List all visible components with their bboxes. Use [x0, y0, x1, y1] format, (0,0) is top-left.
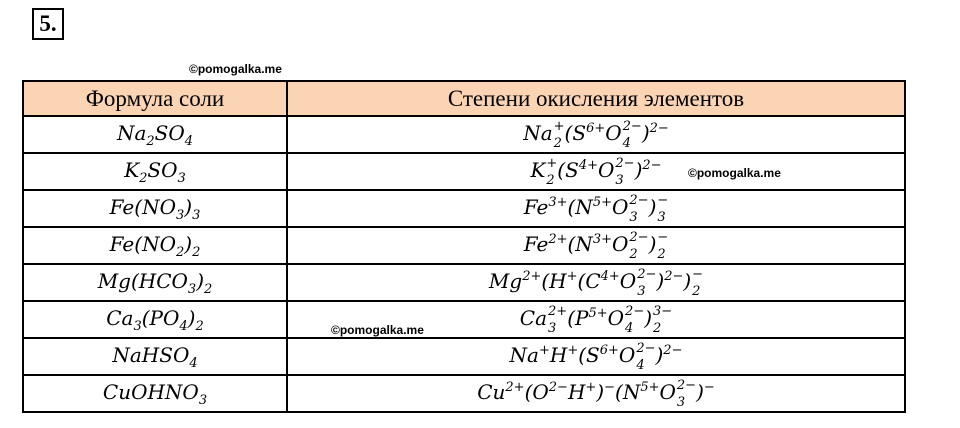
formula-text: (N: [615, 380, 641, 404]
salt-formula-cell: [23, 301, 287, 338]
superscript: 2−: [676, 377, 697, 393]
subscript: 3: [175, 207, 185, 223]
sup-sub-stack: [636, 342, 655, 372]
superscript: 2−: [637, 266, 657, 282]
subscript: 4: [184, 133, 194, 149]
subscript: 2: [204, 281, 213, 297]
formula-text: O: [605, 121, 622, 145]
formula-text: ): [187, 305, 196, 330]
superscript: 6+: [586, 121, 606, 136]
salt-formula-cell: [23, 338, 287, 375]
sup-sub-stack: [623, 120, 642, 150]
subscript: 2: [553, 135, 562, 151]
subscript: 3: [657, 209, 666, 225]
formula-text: Na: [523, 121, 553, 145]
superscript: 2−: [642, 158, 662, 173]
subscript: 3: [629, 209, 638, 225]
superscript: 6+: [599, 343, 619, 358]
formula-text: O: [611, 232, 629, 256]
superscript: 5+: [588, 306, 608, 321]
superscript: 3−: [653, 303, 673, 319]
sup-sub-stack: [546, 157, 557, 187]
table-row: [23, 375, 905, 412]
formula-text: ): [184, 231, 193, 256]
subscript: 4: [622, 135, 631, 151]
watermark: ©pomogalka.me: [688, 166, 781, 180]
oxidation-states-cell: [287, 227, 905, 264]
subscript: 2: [139, 170, 148, 186]
formula-text: O: [597, 158, 615, 182]
formula-text: K: [124, 157, 140, 182]
subscript: 3: [177, 170, 186, 186]
superscript: 2+: [522, 269, 542, 284]
superscript: 5+: [592, 195, 612, 210]
formula-text: ): [634, 158, 643, 182]
subscript: 4: [625, 320, 634, 336]
salt-formula: [124, 157, 186, 186]
superscript: −: [703, 380, 715, 395]
table-row: [23, 301, 905, 338]
superscript: 5+: [640, 380, 660, 395]
superscript: 2−: [625, 303, 645, 319]
oxidation-states-formula: [519, 303, 673, 336]
subscript: 2: [175, 244, 185, 260]
table-row: [23, 116, 905, 153]
task-number: 5.: [32, 8, 64, 40]
formula-text: (PO: [141, 305, 180, 330]
table-row: [23, 264, 905, 301]
formula-text: (S: [564, 121, 587, 145]
subscript: 4: [179, 318, 188, 334]
formula-text: ): [656, 269, 665, 293]
formula-text: Ca: [106, 305, 134, 330]
table-row: [23, 190, 905, 227]
formula-text: ): [683, 269, 692, 293]
formula-text: CuOHNO: [102, 379, 199, 404]
oxidation-states-cell: [287, 264, 905, 301]
column-header-oxidation-states: Степени окисления элементов: [287, 81, 905, 116]
subscript: 3: [192, 207, 201, 223]
subscript: 4: [636, 357, 645, 373]
salt-formula-cell: [23, 264, 287, 301]
table-row: [23, 153, 905, 190]
oxidation-states-cell: [287, 338, 905, 375]
formula-text: K: [530, 158, 546, 182]
sup-sub-stack: [615, 157, 634, 187]
formula-text: Fe: [523, 232, 549, 256]
formula-text: H: [549, 343, 568, 367]
superscript: +: [567, 343, 579, 358]
superscript: +: [538, 343, 550, 358]
subscript: 3: [187, 281, 197, 297]
subscript: 2: [629, 246, 638, 262]
superscript: +: [546, 155, 558, 171]
superscript: 2−: [629, 192, 649, 208]
subscript: 3: [133, 318, 142, 334]
subscript: 3: [198, 392, 208, 408]
oxidation-states-cell: [287, 375, 905, 412]
formula-text: ): [655, 343, 664, 367]
watermark: ©pomogalka.me: [189, 62, 282, 76]
superscript: 2+: [548, 232, 568, 247]
superscript: 3+: [592, 232, 612, 247]
formula-text: Na: [509, 343, 539, 367]
sup-sub-stack: [657, 231, 668, 261]
superscript: 2−: [615, 155, 635, 171]
subscript: 3: [637, 283, 646, 299]
salt-formula-cell: [23, 227, 287, 264]
oxidation-states-formula: [477, 377, 715, 410]
formula-text: Fe(NO: [109, 231, 176, 256]
formula-text: (H: [541, 269, 567, 293]
formula-text: (N: [567, 232, 593, 256]
formula-text: ): [184, 194, 193, 219]
superscript: −: [657, 192, 669, 208]
formula-text: ): [644, 306, 653, 330]
superscript: +: [553, 118, 565, 134]
sup-sub-stack: [653, 305, 672, 335]
sup-sub-stack: [548, 305, 567, 335]
subscript: 4: [189, 355, 198, 371]
salt-formula-cell: [23, 190, 287, 227]
formula-text: (S: [578, 343, 600, 367]
sup-sub-stack: [554, 120, 565, 150]
superscript: 2+: [505, 380, 525, 395]
salt-formula-cell: [23, 375, 287, 412]
formula-text: Ca: [519, 306, 548, 330]
formula-text: ): [596, 380, 605, 404]
sup-sub-stack: [677, 379, 696, 409]
salt-formula: [97, 268, 213, 297]
formula-text: H: [567, 380, 586, 404]
subscript: 3: [676, 394, 686, 410]
superscript: −: [604, 380, 616, 395]
superscript: 2+: [548, 303, 568, 319]
formula-text: Fe: [523, 195, 549, 219]
oxidation-states-formula: [523, 229, 669, 262]
table-header-row: [23, 81, 905, 116]
formula-text: (C: [577, 269, 601, 293]
superscript: −: [657, 229, 669, 245]
subscript: 3: [615, 172, 624, 188]
superscript: 4+: [600, 269, 620, 284]
formula-text: O: [618, 343, 636, 367]
sup-sub-stack: [692, 268, 703, 298]
formula-text: O: [607, 306, 625, 330]
superscript: 2−: [629, 229, 649, 245]
formula-text: O: [611, 195, 629, 219]
table-row: [23, 227, 905, 264]
formula-text: O: [659, 380, 676, 404]
oxidation-states-formula: [530, 155, 662, 188]
watermark: ©pomogalka.me: [331, 323, 424, 337]
formula-text: (O: [524, 380, 549, 404]
sup-sub-stack: [657, 194, 668, 224]
formula-text: ): [648, 232, 657, 256]
superscript: −: [692, 266, 704, 282]
subscript: 2: [692, 283, 701, 299]
subscript: 2: [146, 133, 155, 149]
oxidation-states-table: [22, 80, 906, 413]
oxidation-states-formula: [523, 118, 669, 151]
formula-text: ): [641, 121, 650, 145]
superscript: 3+: [548, 195, 568, 210]
formula-text: SO: [147, 157, 178, 182]
oxidation-states-cell: [287, 190, 905, 227]
oxidation-states-cell: [287, 153, 905, 190]
formula-text: (P: [567, 306, 589, 330]
salt-formula: [109, 194, 201, 223]
superscript: +: [585, 380, 597, 395]
formula-text: ): [196, 268, 205, 293]
oxidation-states-formula: [523, 192, 669, 225]
sup-sub-stack: [629, 231, 648, 261]
superscript: 2−: [622, 118, 642, 134]
oxidation-states-formula: [488, 266, 704, 299]
salt-formula: [106, 305, 204, 334]
sup-sub-stack: [637, 268, 656, 298]
salt-formula-cell: [23, 153, 287, 190]
sup-sub-stack: [629, 194, 648, 224]
subscript: 3: [548, 320, 557, 336]
subscript: 2: [546, 172, 555, 188]
formula-text: Mg: [488, 269, 523, 293]
superscript: 2−: [548, 380, 568, 395]
subscript: 2: [192, 244, 201, 260]
oxidation-states-cell: [287, 116, 905, 153]
sup-sub-stack: [625, 305, 644, 335]
salt-formula: [112, 342, 198, 371]
column-header-salt-formula: Формула соли: [23, 81, 287, 116]
formula-text: Na: [116, 120, 147, 145]
formula-text: Fe(NO: [109, 194, 176, 219]
salt-formula: [109, 231, 201, 260]
superscript: 4+: [578, 158, 598, 173]
formula-text: Mg(HCO: [97, 268, 188, 293]
oxidation-states-cell: [287, 301, 905, 338]
superscript: +: [566, 269, 578, 284]
formula-text: Cu: [477, 380, 506, 404]
table-row: [23, 338, 905, 375]
superscript: 2−: [663, 343, 683, 358]
formula-text: O: [619, 269, 637, 293]
subscript: 2: [657, 246, 666, 262]
formula-text: (N: [567, 195, 593, 219]
salt-formula: [116, 120, 194, 149]
formula-text: ): [648, 195, 657, 219]
superscript: 2−: [649, 121, 669, 136]
subscript: 2: [195, 318, 204, 334]
subscript: 2: [653, 320, 662, 336]
formula-text: SO: [154, 120, 185, 145]
superscript: 2−: [636, 340, 656, 356]
oxidation-states-formula: [509, 340, 683, 373]
formula-text: ): [696, 380, 704, 404]
salt-formula: [102, 379, 208, 408]
superscript: 2−: [664, 269, 684, 284]
formula-text: (S: [557, 158, 579, 182]
formula-text: NaHSO: [112, 342, 190, 367]
salt-formula-cell: [23, 116, 287, 153]
